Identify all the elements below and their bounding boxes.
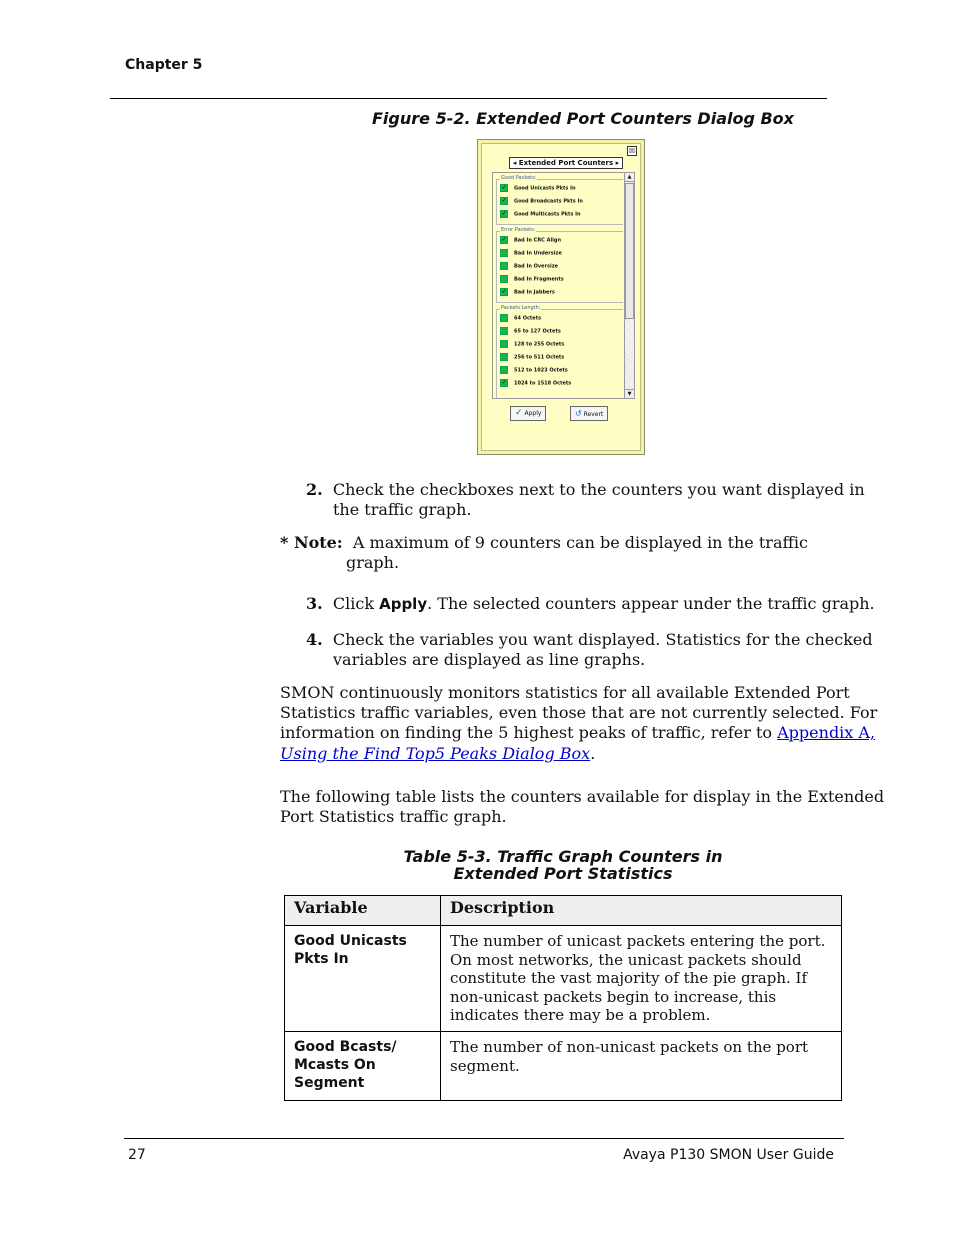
apply-keyword: Apply (379, 595, 428, 613)
list-item[interactable]: ✓ Bad In CRC Align (501, 236, 562, 244)
scroll-thumb[interactable] (625, 183, 634, 319)
step-3: 3. Click Apply. The selected counters appear under the traffic graph. (306, 594, 875, 613)
close-icon[interactable]: ☒ (628, 147, 636, 155)
description-cell: The number of non-unicast packets on the port segment. (441, 1032, 842, 1101)
checkbox-unchecked-icon[interactable] (500, 340, 508, 348)
list-item[interactable]: ✓ Good Broadcasts Pkts In (501, 197, 583, 205)
extended-port-counters-dialog (477, 139, 645, 455)
variable-cell: Good Bcasts/ Mcasts On Segment (285, 1032, 441, 1101)
chapter-header: Chapter 5 (125, 57, 203, 73)
counters-dropdown[interactable] (509, 157, 623, 169)
dropdown-left-arrow-icon: ◂ (512, 159, 517, 167)
figure-caption: Figure 5-2. Extended Port Counters Dialog Box (372, 109, 794, 128)
table-header-row (285, 896, 842, 926)
checkbox-unchecked-icon[interactable] (500, 327, 508, 335)
list-item[interactable]: ✓ Bad In Jabbers (501, 288, 555, 296)
group-title: Error Packets: (501, 227, 536, 233)
list-item[interactable]: 512 to 1023 Octets (500, 366, 568, 374)
dropdown-right-arrow-icon: ▸ (615, 159, 620, 167)
step-2: 2. Check the checkboxes next to the counters you want displayed in (306, 480, 865, 499)
find-top5-link[interactable]: Using the Find Top5 Peaks Dialog Box (280, 744, 591, 763)
table-caption: Table 5-3. Traffic Graph Counters in Extended Port Statistics (403, 847, 723, 883)
checkmark-icon: ✓ (515, 408, 523, 418)
list-item[interactable]: 256 to 511 Octets (500, 353, 564, 361)
dropdown-label: Extended Port Counters (518, 159, 614, 167)
para-1-line-2: Statistics traffic variables, even those that are not currently selected. For (280, 703, 878, 722)
checkbox-checked-icon[interactable]: ✓ (501, 236, 507, 243)
para-2-line-2: Port Statistics traffic graph. (280, 807, 507, 826)
column-header-variable: Variable (285, 896, 441, 926)
group-title: Good Packets: (501, 175, 537, 181)
step-4-continued: variables are displayed as line graphs. (333, 650, 646, 669)
checkbox-checked-icon[interactable]: ✓ (501, 288, 507, 295)
group-good-packets (496, 175, 623, 225)
checkbox-unchecked-icon[interactable] (500, 249, 508, 257)
list-scrollbar[interactable] (624, 173, 634, 398)
checkbox-unchecked-icon[interactable] (500, 366, 508, 374)
checkbox-checked-icon[interactable]: ✓ (501, 210, 507, 217)
list-item[interactable]: 64 Octets (500, 314, 541, 322)
list-item[interactable]: ✓ 1024 to 1518 Octets (501, 379, 572, 387)
dialog-body (481, 143, 641, 451)
variable-cell: Good Unicasts Pkts In (285, 926, 441, 1032)
group-title: Packets Length: (501, 305, 541, 311)
description-cell: The number of unicast packets entering the port. On most networks, the unicast packets should constitute the vast majority of the pie graph. If non-unicast packets begin to increase, this indicates there may be a problem. (441, 926, 842, 1032)
list-item[interactable]: Bad In Undersize (500, 249, 562, 257)
list-item[interactable]: Bad In Fragments (500, 275, 564, 283)
checkbox-unchecked-icon[interactable] (500, 353, 508, 361)
checkbox-unchecked-icon[interactable] (500, 275, 508, 283)
list-item[interactable]: ✓ Good Unicasts Pkts In (501, 184, 576, 192)
table-row (285, 926, 842, 1032)
list-item[interactable]: 128 to 255 Octets (500, 340, 564, 348)
checkbox-unchecked-icon[interactable] (500, 262, 508, 270)
table-row (285, 1032, 842, 1101)
para-1-line-3: information on finding the 5 highest peaks of traffic, refer to Appendix A, (280, 723, 876, 742)
list-item[interactable]: 65 to 127 Octets (500, 327, 561, 335)
para-1-line-1: SMON continuously monitors statistics for all available Extended Port (280, 683, 850, 702)
appendix-link[interactable]: Appendix A, (777, 723, 876, 742)
header-rule (110, 98, 827, 99)
scroll-down-icon[interactable]: ▼ (625, 389, 634, 398)
footer-rule (124, 1138, 844, 1139)
apply-button[interactable]: ✓ Apply (510, 406, 546, 421)
page-number: 27 (128, 1147, 146, 1163)
note-continued: graph. (346, 553, 400, 572)
column-header-description: Description (441, 896, 842, 926)
step-2-continued: the traffic graph. (333, 500, 472, 519)
checkbox-checked-icon[interactable]: ✓ (501, 184, 507, 191)
scroll-up-icon[interactable]: ▲ (625, 173, 634, 182)
checkbox-unchecked-icon[interactable] (500, 314, 508, 322)
list-item[interactable]: ✓ Good Multicasts Pkts In (501, 210, 581, 218)
note: * Note: A maximum of 9 counters can be displayed in the traffic (280, 533, 808, 552)
checkbox-checked-icon[interactable]: ✓ (501, 197, 507, 204)
checkbox-checked-icon[interactable]: ✓ (501, 379, 507, 386)
para-2-line-1: The following table lists the counters available for display in the Extended (280, 787, 885, 806)
list-item[interactable]: Bad In Oversize (500, 262, 558, 270)
revert-button[interactable]: ↺ Revert (570, 406, 608, 421)
para-1-line-4: Using the Find Top5 Peaks Dialog Box. (280, 744, 596, 763)
guide-title: Avaya P130 SMON User Guide (623, 1147, 834, 1163)
step-4: 4. Check the variables you want displayed. Statistics for the checked (306, 630, 873, 649)
group-packets-length (496, 305, 623, 399)
revert-icon: ↺ (575, 409, 582, 418)
counters-list (492, 172, 635, 399)
group-error-packets (496, 227, 623, 303)
counters-table (284, 895, 842, 1101)
